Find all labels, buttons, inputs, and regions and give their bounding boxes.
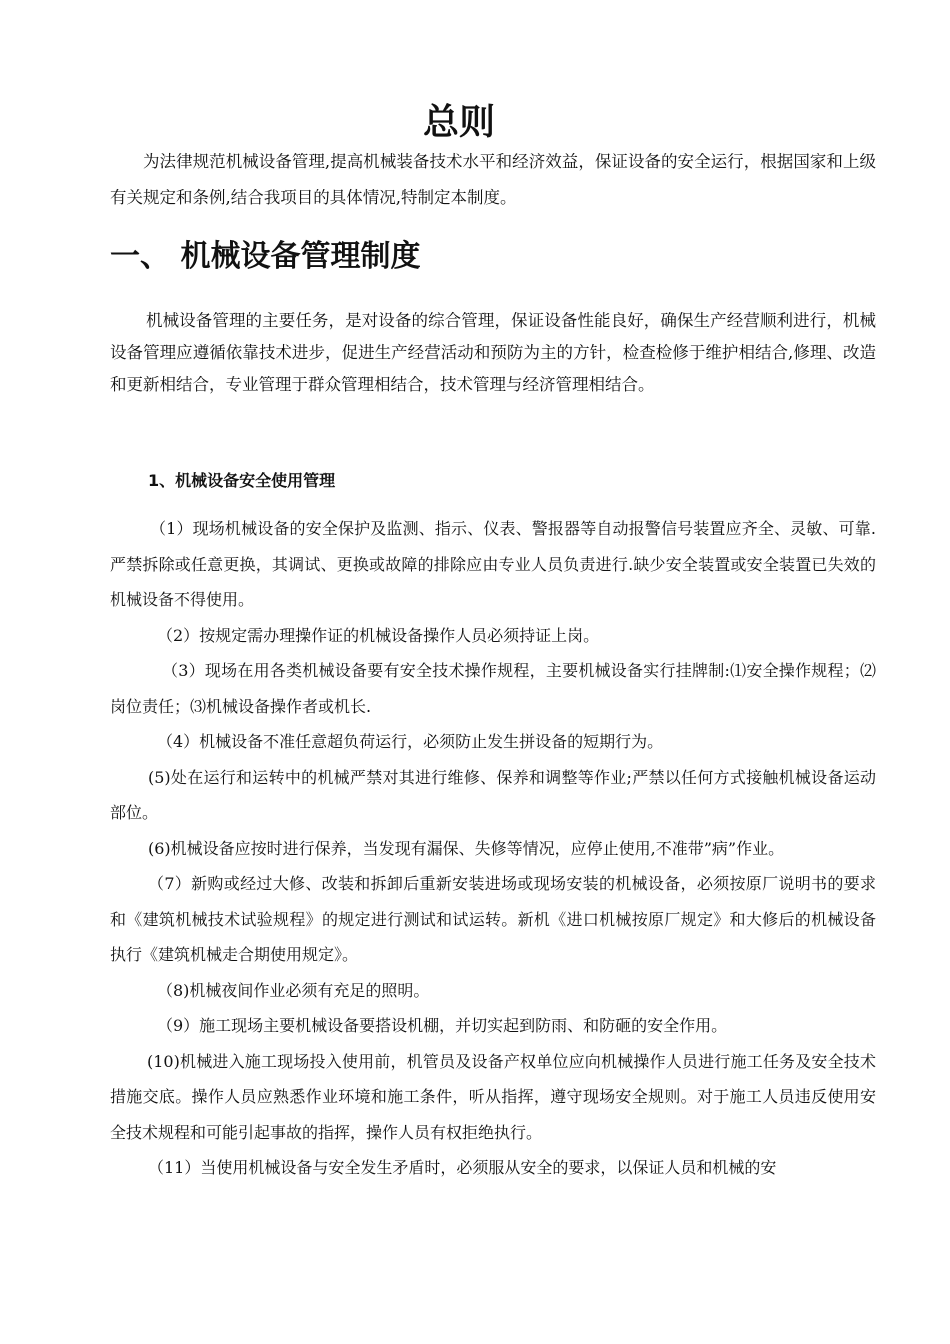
rule-item-2: （2）按规定需办理操作证的机械设备操作人员必须持证上岗。 — [157, 625, 600, 645]
section-heading: 一、 机械设备管理制度 — [110, 239, 421, 274]
rule-item-3: （3）现场在用各类机械设备要有安全技术操作规程，主要机械设备实行挂牌制:⑴安全操作规程；⑵岗位责任；⑶机械设备操作者或机长. — [110, 661, 876, 716]
subsection-heading: 1、机械设备安全使用管理 — [148, 471, 336, 490]
rule-list — [110, 511, 876, 1186]
document-title: 总则 — [422, 102, 495, 143]
rule-item-8: （8)机械夜间作业必须有充足的照明。 — [157, 980, 430, 1000]
rule-item-7: （7）新购或经过大修、改装和拆卸后重新安装进场或现场安装的机械设备，必须按原厂说明书的要求和《建筑机械技术试验规程》的规定进行测试和试运转。新机《进口机械按原厂规定》和大修后的机械设备执行《建筑机械走合期使用规定》。 — [110, 874, 876, 964]
rule-item-11: （11）当使用机械设备与安全发生矛盾时，必须服从安全的要求，以保证人员和机械的安 — [148, 1158, 777, 1177]
section-paragraph: 机械设备管理的主要任务，是对设备的综合管理，保证设备性能良好，确保生产经营顺利进行，机械设备管理应遵循依靠技术进步，促进生产经营活动和预防为主的方针，检查检修于维护相结合,修理、改造和更新相结合，专业管理于群众管理相结合，技术管理与经济管理相结合。 — [110, 311, 876, 394]
rule-item-1: （1）现场机械设备的安全保护及监测、指示、仪表、警报器等自动报警信号装置应齐全、灵敏、可靠.严禁拆除或任意更换，其调试、更换或故障的排除应由专业人员负责进行.缺少安全装置或安全装置已失效的机械设备不得使用。 — [110, 519, 876, 609]
intro-paragraph: 为法律规范机械设备管理,提高机械装备技术水平和经济效益，保证设备的安全运行，根据国家和上级有关规定和条例,结合我项目的具体情况,特制定本制度。 — [110, 152, 876, 207]
rule-item-6: (6)机械设备应按时进行保养，当发现有漏保、失修等情况，应停止使用,不准带”病”作业。 — [148, 838, 785, 858]
rule-item-5: (5)处在运行和运转中的机械严禁对其进行维修、保养和调整等作业;严禁以任何方式接触机械设备运动部位。 — [110, 767, 876, 822]
rule-item-9: （9）施工现场主要机械设备要搭设机棚，并切实起到防雨、和防砸的安全作用。 — [157, 1016, 728, 1035]
rule-item-4: （4）机械设备不准任意超负荷运行，必须防止发生拼设备的短期行为。 — [157, 732, 664, 751]
rule-item-10: (10)机械进入施工现场投入使用前，机管员及设备产权单位应向机械操作人员进行施工任务及安全技术措施交底。操作人员应熟悉作业环境和施工条件，听从指挥，遵守现场安全规则。对于施工人员违反使用安全技术规程和可能引起事故的指挥，操作人员有权拒绝执行。 — [110, 1051, 876, 1142]
